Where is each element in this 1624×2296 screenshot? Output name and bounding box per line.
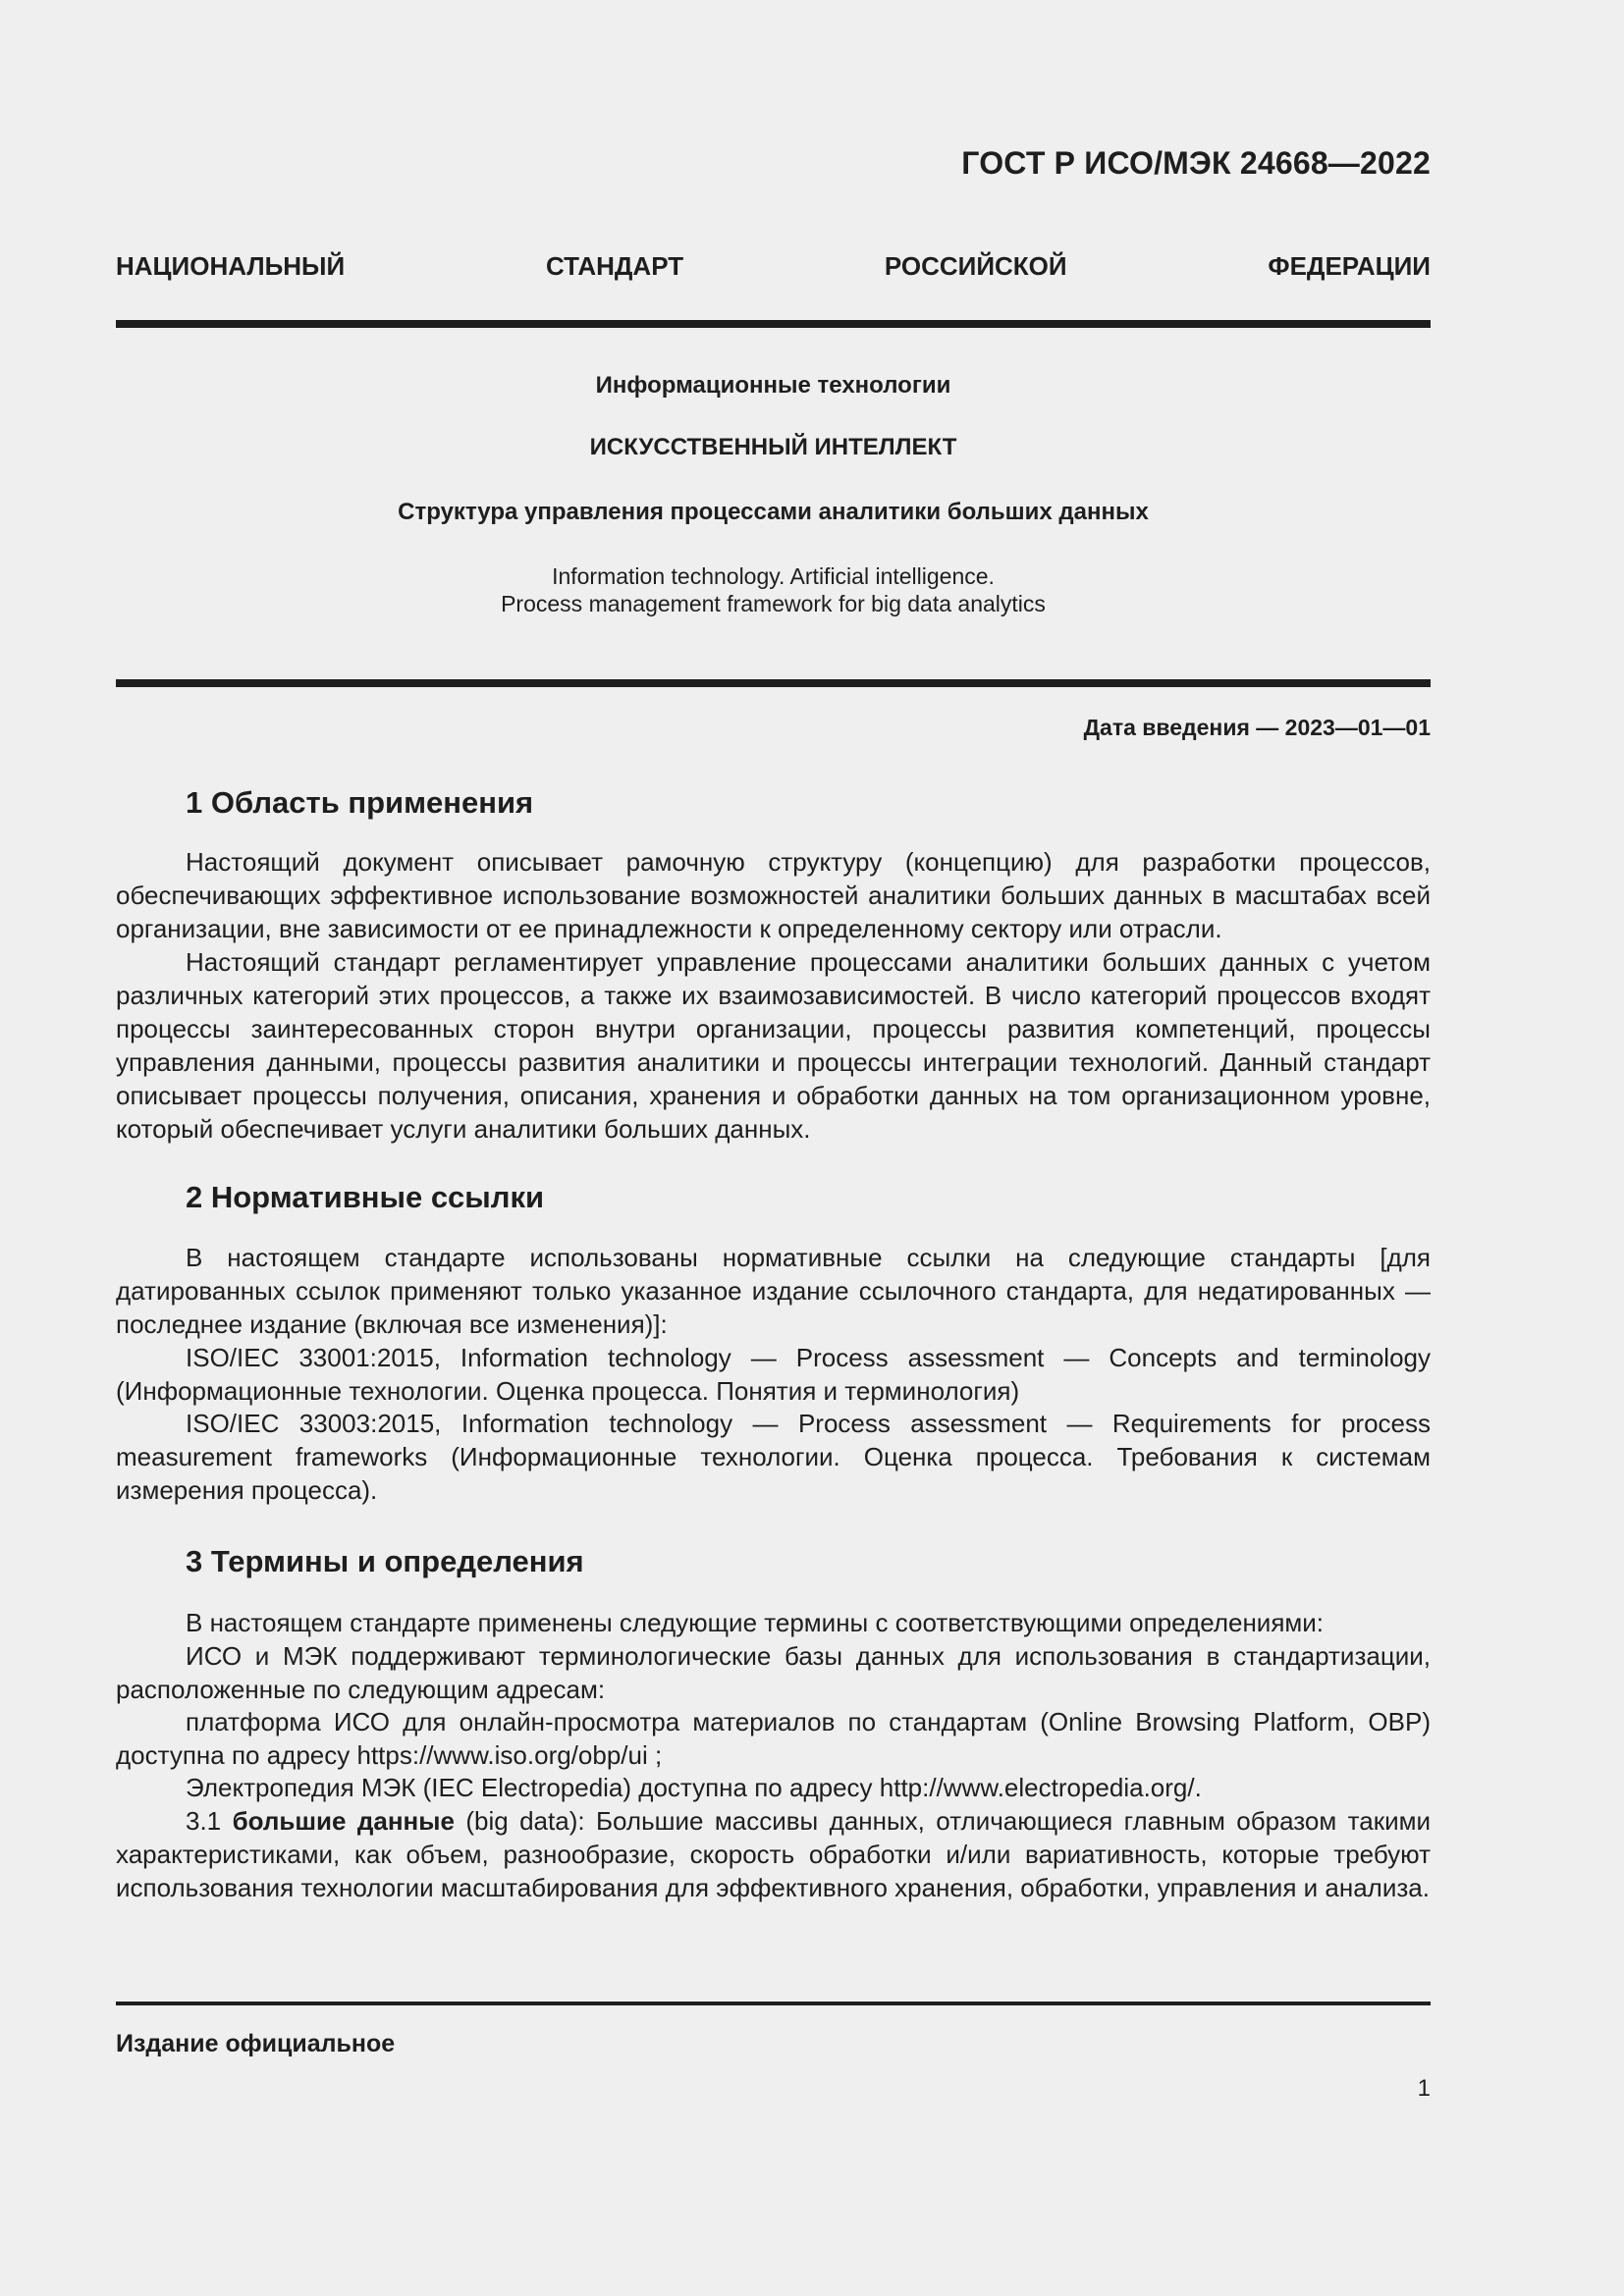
section-1-paragraph-1: Настоящий документ описывает рамочную структуру (концепцию) для разработки процессов, обеспечивающих эффективное использование возможностей аналитики больших данных в масштабах всей организации, вне зависимости от ее принадлежности к определенному сектору или отрасли. [116,847,1431,943]
term-definition-text: (big data): Большие массивы данных, отличающиеся главным образом такими характеристиками, как объем, разнообразие, скорость обработки и/или вариативность, которые требуют использования технологии масштабирования для эффективного хранения, обработки, управления и анализа. [116,1806,1431,1902]
section-3-paragraph-4: Электропедия МЭК (IEC Electropedia) доступна по адресу http://www.electropedia.org/. [186,1773,1202,1802]
section-3-paragraph-2: ИСО и МЭК поддерживают терминологические базы данных для использования в стандартизации, расположенные по следующим адресам: [116,1641,1431,1704]
section-3-paragraph-1: В настоящем стандарте применены следующие термины с соответствующими определениями: [186,1608,1325,1637]
section-2-heading: 2 Нормативные ссылки [186,1180,545,1214]
section-3-paragraph-3: платформа ИСО для онлайн-просмотра материалов по стандартам (Online Browsing Platform, OBP) доступна по адресу https://www.iso.org/obp/ui ; [116,1707,1431,1770]
title-line-1: Информационные технологии [595,372,951,399]
section-3-heading: 3 Термины и определения [186,1544,584,1578]
title-divider [116,679,1431,687]
date-of-introduction: Дата введения — 2023—01—01 [1083,715,1431,740]
section-2-reference-2: ISO/IEC 33003:2015, Information technology — Process assessment — Requirements for process measurement frameworks (Информационные технологии. Оценка процесса. Требования к системам измерения процесса). [116,1409,1431,1505]
term-name: большие данные [232,1806,455,1836]
page-number: 1 [1417,2075,1431,2102]
section-1-paragraph-2: Настоящий стандарт регламентирует управление процессами аналитики больших данных с учетом различных категорий этих процессов, а также их взаимозависимостей. В число категорий процессов входят процессы заинтересованных сторон внутри организации, процессы развития компетенций, процессы управления данными, процессы развития аналитики и процессы интеграции технологий. Данный стандарт описывает процессы получения, описания, хранения и обработки данных на том организационном уровне, который обеспечивает услуги аналитики больших данных. [116,947,1431,1144]
term-3-1-definition [116,1804,1431,1904]
footer-divider [116,2002,1431,2005]
top-divider [116,320,1431,328]
document-page [116,0,1431,2296]
title-line-2: ИСКУССТВЕННЫЙ ИНТЕЛЛЕКТ [589,434,957,460]
term-number: 3.1 [186,1806,222,1836]
official-edition-label: Издание официальное [116,2030,396,2057]
title-line-3: Структура управления процессами аналитики больших данных [398,499,1149,525]
section-2-reference-1: ISO/IEC 33001:2015, Information technology — Process assessment — Concepts and terminology (Информационные технологии. Оценка процесса. Понятия и терминология) [116,1343,1431,1406]
section-2-paragraph-1: В настоящем стандарте использованы нормативные ссылки на следующие стандарты [для датированных ссылок применяют только указанное издание ссылочного стандарта, для недатированных — последнее издание (включая все изменения)]: [116,1243,1431,1339]
national-standard-title: НАЦИОНАЛЬНЫЙ СТАНДАРТ РОССИЙСКОЙ ФЕДЕРАЦИИ [116,251,1431,281]
english-title-line-2: Process management framework for big data analytics [501,591,1046,616]
english-title-line-1: Information technology. Artificial intelligence. [552,563,995,589]
standard-code: ГОСТ Р ИСО/МЭК 24668—2022 [961,145,1431,181]
section-1-heading: 1 Область применения [186,785,534,820]
